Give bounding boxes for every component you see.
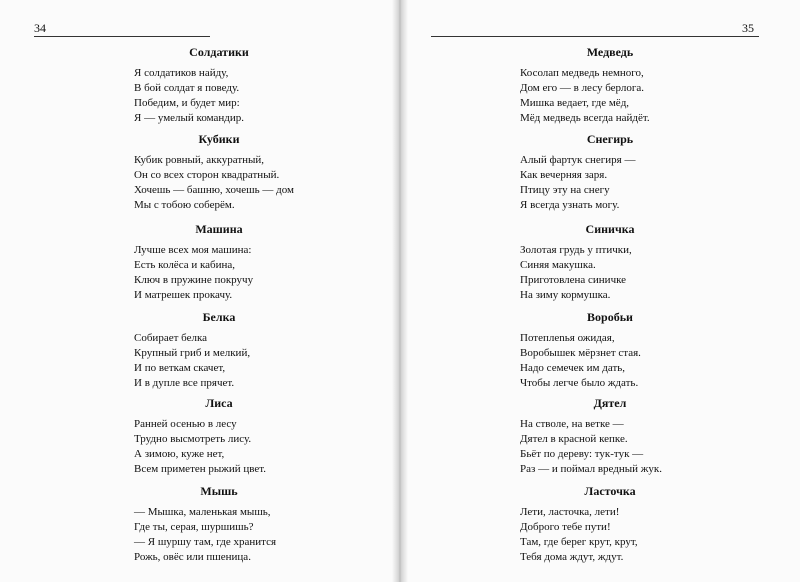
poem-line: Кубик ровный, аккуратный, xyxy=(134,154,265,166)
page-number: 35 xyxy=(742,21,754,35)
poem-line: Крупный гриб и мелкий, xyxy=(134,347,251,359)
poem-line: Я — умелый командир. xyxy=(134,112,245,124)
poem-line: Косолап медведь немного, xyxy=(520,67,644,79)
poem-title: Медведь xyxy=(586,45,634,59)
poem xyxy=(520,132,700,213)
poem-line: Лети, ласточка, лети! xyxy=(520,506,620,518)
poem-line: В бой солдат я поведу. xyxy=(134,82,240,94)
poem-line: Собирает белка xyxy=(134,332,208,344)
poem xyxy=(520,45,700,126)
poem-line: Мишка ведает, где мёд, xyxy=(520,97,630,109)
poem-line: Лучше всех моя машина: xyxy=(134,244,252,256)
poem-line: Потеплenья ожидая, xyxy=(520,332,615,344)
poem-line: Где ты, серая, шуршишь? xyxy=(134,521,254,533)
book-gutter xyxy=(392,0,408,582)
poem-line: И матрешек прокачу. xyxy=(134,289,233,301)
poem-line: На зиму кормушка. xyxy=(520,289,611,301)
poem-line: Там, где берег крут, крут, xyxy=(520,536,638,548)
poem-title: Воробьи xyxy=(587,310,633,324)
poem xyxy=(520,310,700,391)
poem-line: Воробышек мёрзнет стая. xyxy=(520,347,641,359)
poem-line: Мы с тобою соберём. xyxy=(134,199,235,211)
poem-line: Ключ в пружине покручу xyxy=(134,274,254,286)
header-rule xyxy=(34,36,210,37)
poem-line: Надо семечек им дать, xyxy=(520,362,626,374)
poem-line: А зимою, куже нет, xyxy=(134,448,225,460)
poem-line: Всем приметен рыжий цвет. xyxy=(134,463,267,475)
poem-title: Белка xyxy=(202,310,236,324)
poem-line: Чтобы легче было ждать. xyxy=(520,377,639,389)
page-number: 34 xyxy=(34,21,46,35)
poem-line: Тебя дома ждут, ждут. xyxy=(520,551,624,563)
poem-line: Хочешь — башню, хочешь — дом xyxy=(134,184,294,196)
poem xyxy=(134,310,304,391)
poem xyxy=(520,396,700,477)
poem xyxy=(134,132,304,213)
poem-line: Алый фартук снегиря — xyxy=(520,154,636,166)
poem xyxy=(134,45,304,126)
poem-line: Победим, и будет мир: xyxy=(134,97,240,109)
poem xyxy=(134,484,304,565)
poem xyxy=(134,222,304,303)
poem-line: Золотая грудь у птички, xyxy=(520,244,632,256)
poem-title: Синичка xyxy=(585,222,635,236)
poem-line: Приготовлена синичке xyxy=(520,274,627,286)
poem-line: Дятел в красной кепке. xyxy=(520,433,628,445)
poem-title: Машина xyxy=(195,222,243,236)
poem-line: Дом его — в лесу берлога. xyxy=(520,82,645,94)
poem-line: Рожь, овёс или пшеница. xyxy=(134,551,251,563)
poem-title: Ласточка xyxy=(584,484,636,498)
poem-line: И по веткам скачет, xyxy=(134,362,226,374)
poem-line: — Я шуршу там, где хранится xyxy=(134,536,277,548)
poem-line: Трудно высмотреть лису. xyxy=(134,433,252,445)
poem-line: Он со всех сторон квадратный. xyxy=(134,169,280,181)
poem-line: Бьёт по дереву: тук-тук — xyxy=(520,448,644,460)
poem-title: Лиса xyxy=(205,396,233,410)
poem-title: Кубики xyxy=(198,132,240,146)
poem-line: Есть колёса и кабина, xyxy=(134,259,236,271)
poem xyxy=(520,484,700,565)
poem xyxy=(520,222,700,303)
poem xyxy=(134,396,304,477)
poem-title: Снегирь xyxy=(586,132,634,146)
poem-title: Дятел xyxy=(593,396,627,410)
poem-line: Я всегда узнать могу. xyxy=(520,199,620,211)
poem-line: Раз — и поймал вредный жук. xyxy=(520,463,662,475)
poem-line: И в дупле все прячет. xyxy=(134,377,235,389)
header-rule xyxy=(431,36,759,37)
poem-line: Как вечерняя заря. xyxy=(520,169,608,181)
poem-line: Синяя макушка. xyxy=(520,259,596,271)
poem-title: Солдатики xyxy=(189,45,249,59)
poem-line: — Мышка, маленькая мышь, xyxy=(134,506,271,518)
poem-title: Мышь xyxy=(200,484,238,498)
poem-line: Птицу эту на снегу xyxy=(520,184,610,196)
poem-line: Ранней осенью в лесу xyxy=(134,418,237,430)
poem-line: Доброго тебе пути! xyxy=(520,521,611,533)
poem-line: Мёд медведь всегда найдёт. xyxy=(520,112,650,124)
poem-line: На стволе, на ветке — xyxy=(520,418,624,430)
poem-line: Я солдатиков найду, xyxy=(134,67,229,79)
